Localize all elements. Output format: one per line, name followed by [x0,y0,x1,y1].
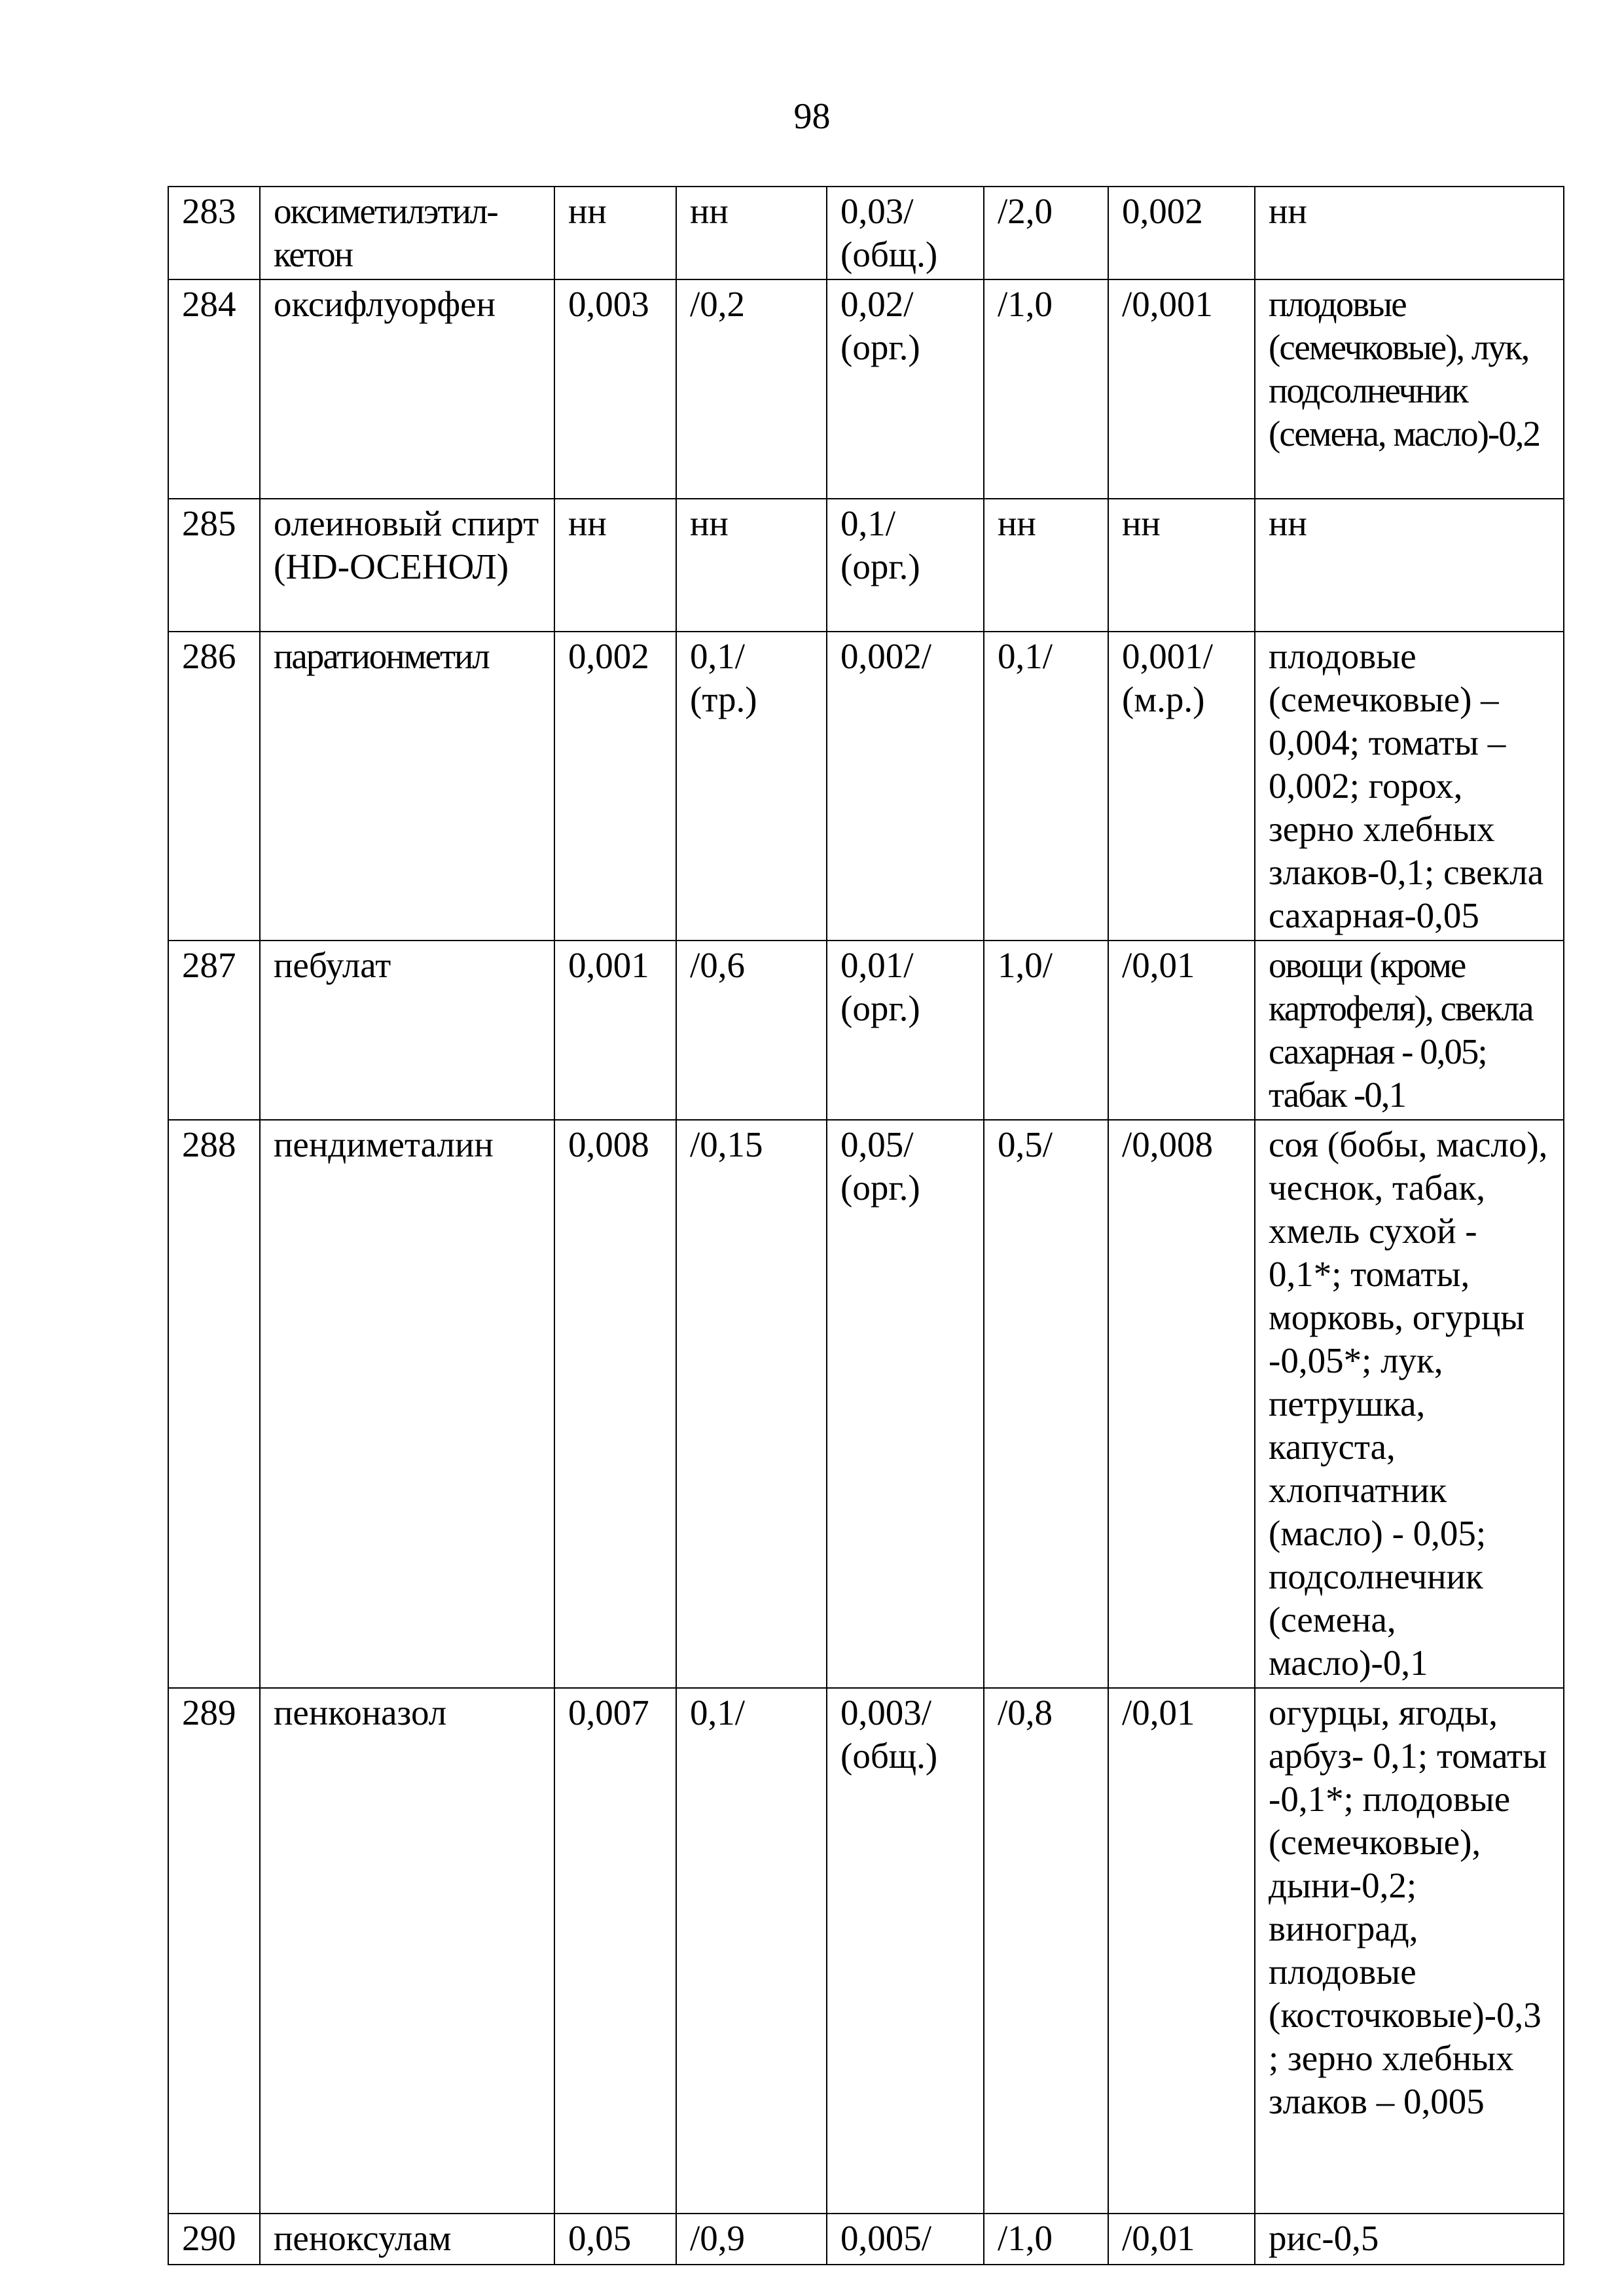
cell-value: 0,05 [554,2214,676,2265]
table-row [168,279,1564,499]
substance-name: пебулат [260,941,554,1120]
cell-value: нн [676,499,827,632]
cell-value: /1,0 [984,2214,1108,2265]
cell-value: 0,1/ (орг.) [827,499,984,632]
page-number: 98 [793,96,831,137]
cell-crops: соя (бобы, масло), чеснок, табак, хмель сухой - 0,1*; томаты, морковь, огурцы -0,05*; лук, петрушка, капуста, хлопчатник (масло) - 0,05; подсолнечник (семена, масло)-0,1 [1255,1120,1564,1688]
table-row [168,632,1564,941]
cell-value: 0,002 [1108,187,1255,279]
cell-value: /2,0 [984,187,1108,279]
cell-value: 0,005/ [827,2214,984,2265]
cell-crops: нн [1255,187,1564,279]
cell-value: 0,1/ (тр.) [676,632,827,941]
table-row [168,187,1564,279]
cell-crops: нн [1255,499,1564,632]
cell-value: /0,01 [1108,941,1255,1120]
cell-value: 0,03/ (общ.) [827,187,984,279]
cell-value: 0,5/ [984,1120,1108,1688]
row-number: 289 [168,1688,260,2214]
cell-value: 0,001/ (м.р.) [1108,632,1255,941]
cell-crops: плодовые (семечковые) – 0,004; томаты – 0,002; горох, зерно хлебных злаков-0,1; свекла сахарная-0,05 [1255,632,1564,941]
cell-value: 0,002/ [827,632,984,941]
row-number: 287 [168,941,260,1120]
cell-value: /0,001 [1108,279,1255,499]
substance-name: пенконазол [260,1688,554,2214]
substance-name: пеноксулам [260,2214,554,2265]
cell-value: 0,008 [554,1120,676,1688]
substance-name: оксиметилэтил-кетон [260,187,554,279]
cell-value: 1,0/ [984,941,1108,1120]
cell-value: /1,0 [984,279,1108,499]
row-number: 285 [168,499,260,632]
cell-value: 0,007 [554,1688,676,2214]
table-row [168,1120,1564,1688]
cell-crops: огурцы, ягоды, арбуз- 0,1; томаты -0,1*; плодовые (семечковые), дыни-0,2; виноград, плодовые (косточковые)-0,3; зерно хлебных злаков – 0,005 [1255,1688,1564,2214]
cell-value: /0,15 [676,1120,827,1688]
cell-value: 0,01/ (орг.) [827,941,984,1120]
row-number: 288 [168,1120,260,1688]
table-row [168,499,1564,632]
cell-value: 0,002 [554,632,676,941]
cell-value: нн [676,187,827,279]
row-number: 286 [168,632,260,941]
cell-value: /0,01 [1108,1688,1255,2214]
table-row [168,941,1564,1120]
cell-value: 0,02/ (орг.) [827,279,984,499]
cell-value: /0,01 [1108,2214,1255,2265]
table-row [168,1688,1564,2214]
cell-value: нн [554,187,676,279]
cell-value: /0,6 [676,941,827,1120]
cell-value: /0,008 [1108,1120,1255,1688]
cell-value: /0,2 [676,279,827,499]
cell-value: 0,05/ (орг.) [827,1120,984,1688]
data-table [168,186,1564,2265]
substance-name: пендиметалин [260,1120,554,1688]
cell-value: 0,003/ (общ.) [827,1688,984,2214]
cell-value: нн [984,499,1108,632]
cell-value: /0,9 [676,2214,827,2265]
cell-value: нн [1108,499,1255,632]
cell-value: 0,003 [554,279,676,499]
cell-crops: овощи (кроме картофеля), свекла сахарная - 0,05; табак -0,1 [1255,941,1564,1120]
substance-name: паратионметил [260,632,554,941]
substance-name: олеиновый спирт (HD-ОСЕНОЛ) [260,499,554,632]
cell-value: /0,8 [984,1688,1108,2214]
cell-crops: плодовые (семечковые), лук, подсолнечник (семена, масло)-0,2 [1255,279,1564,499]
row-number: 284 [168,279,260,499]
table-row [168,2214,1564,2265]
cell-crops: рис-0,5 [1255,2214,1564,2265]
row-number: 290 [168,2214,260,2265]
cell-value: 0,1/ [984,632,1108,941]
cell-value: 0,001 [554,941,676,1120]
row-number: 283 [168,187,260,279]
cell-value: 0,1/ [676,1688,827,2214]
substance-name: оксифлуорфен [260,279,554,499]
cell-value: нн [554,499,676,632]
